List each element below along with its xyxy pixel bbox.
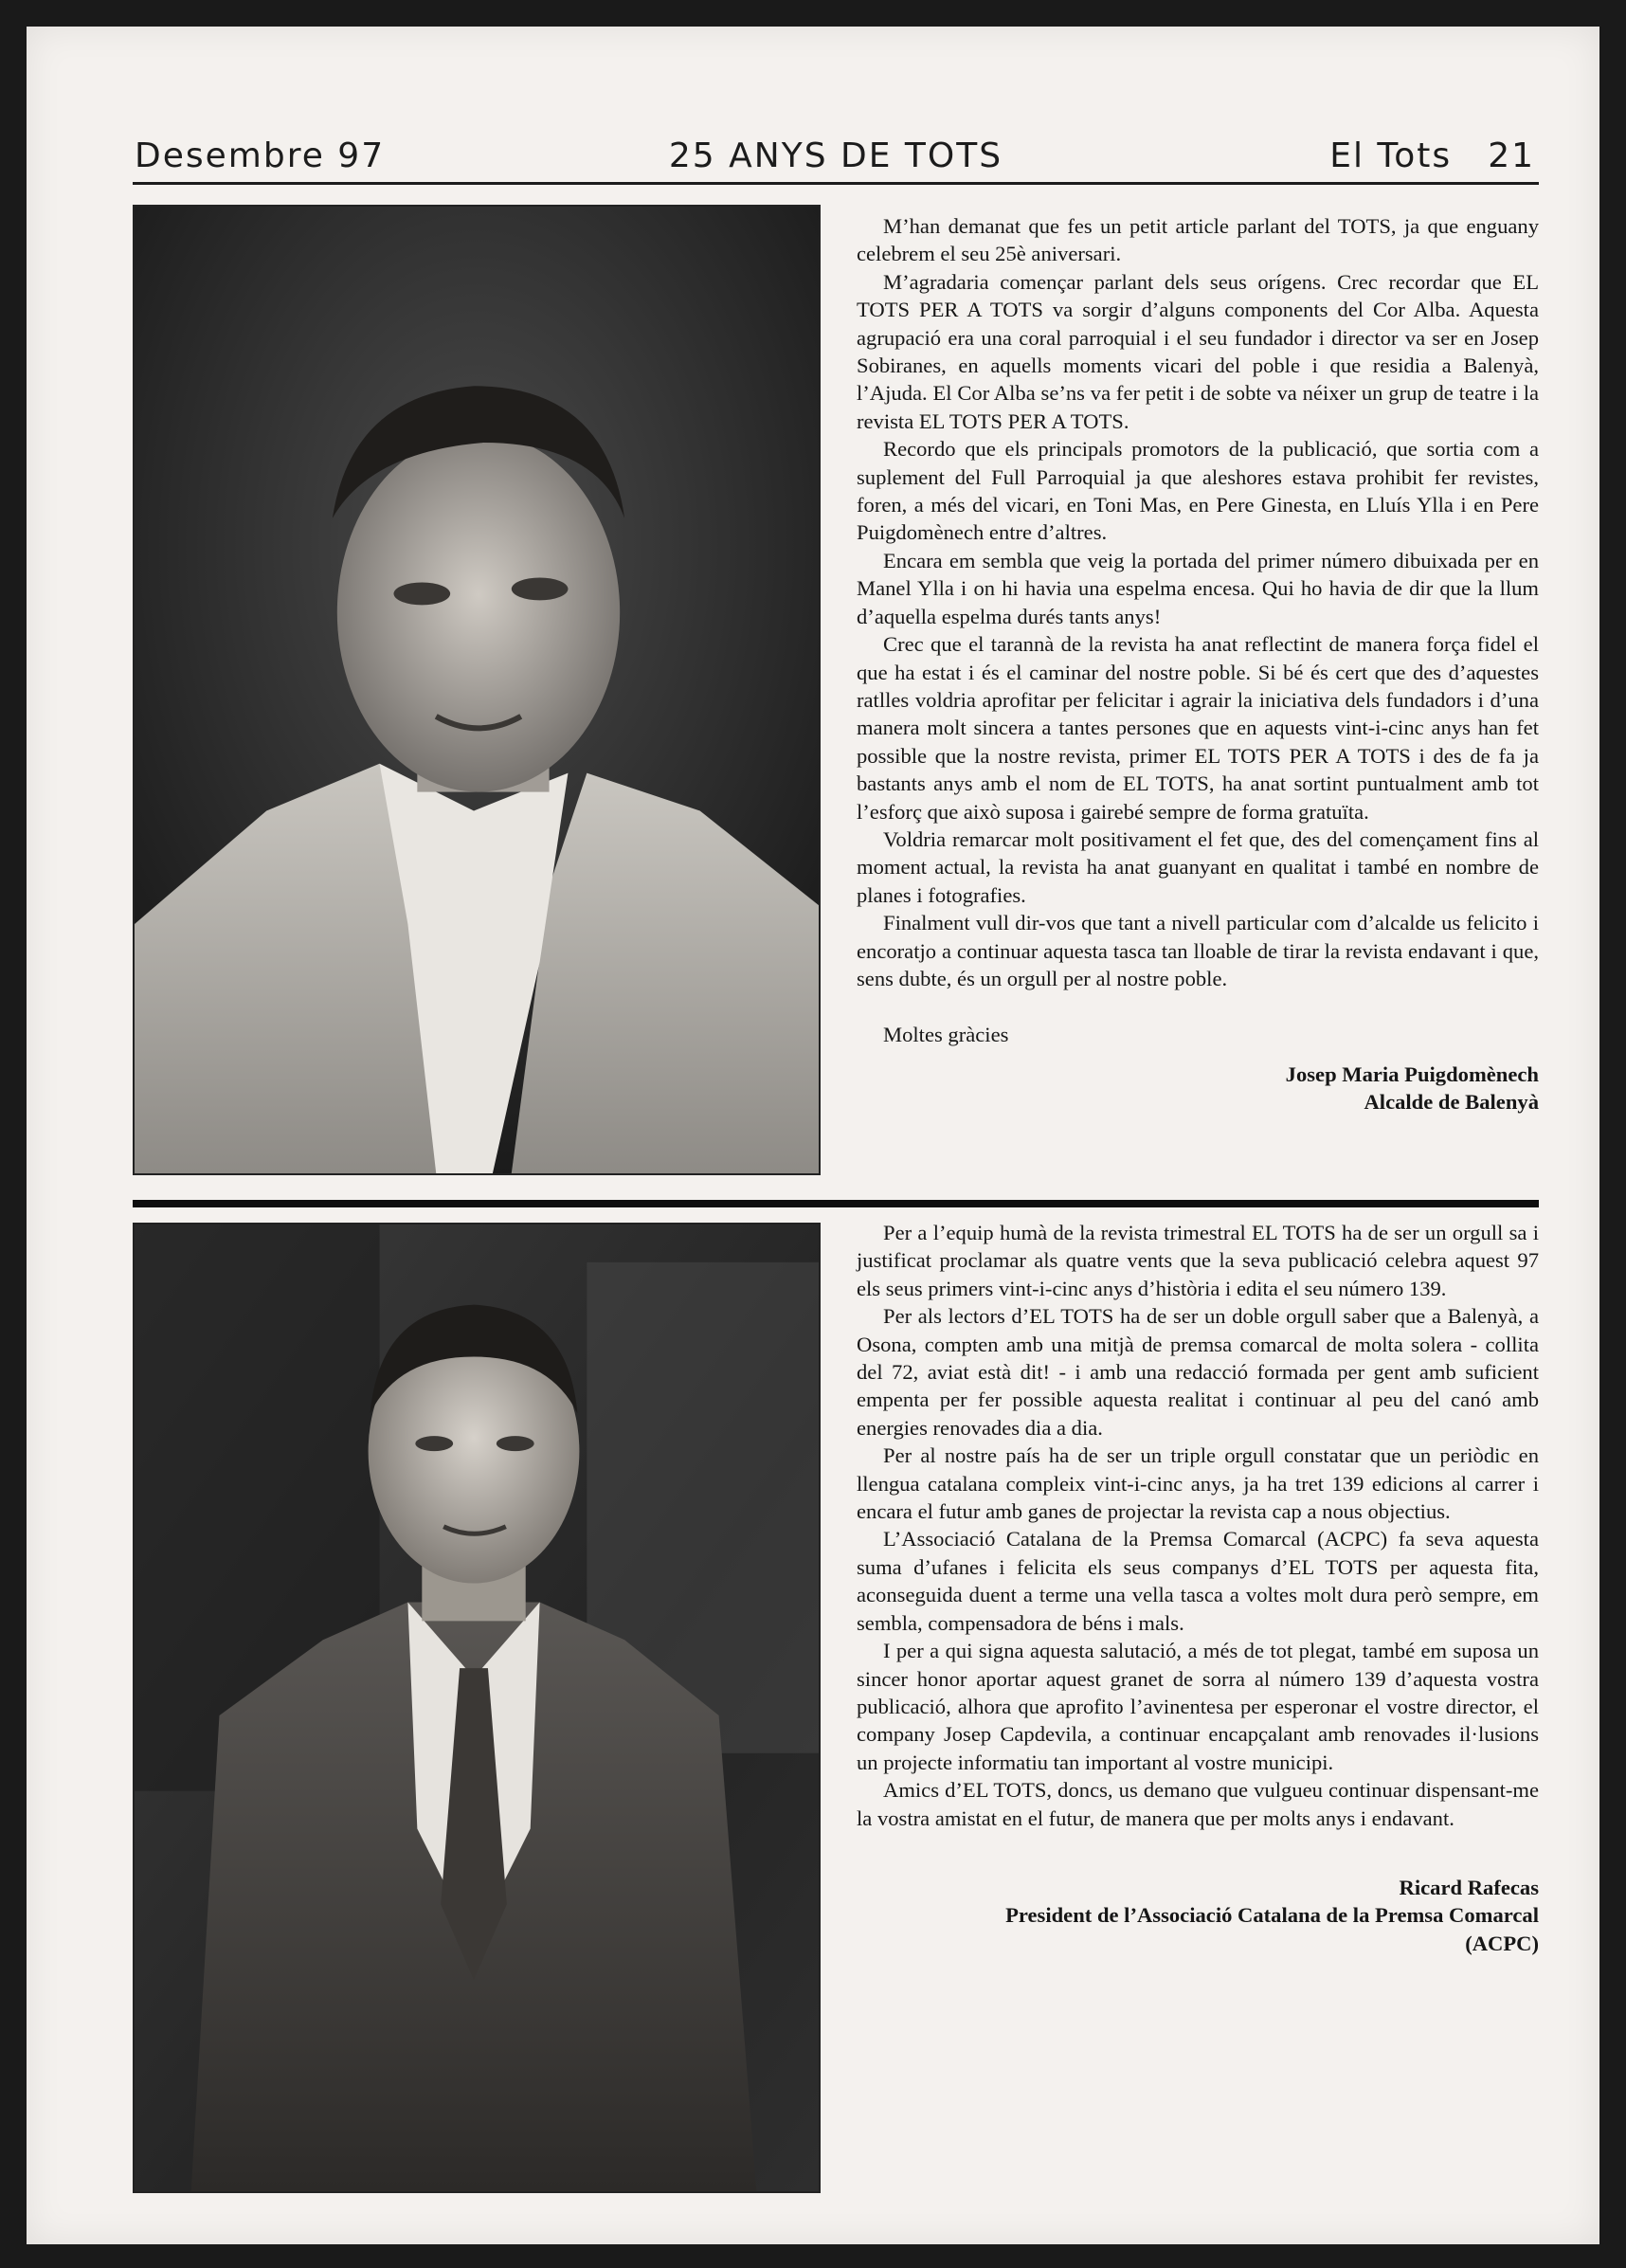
article-paragraph: I per a qui signa aquesta salutació, a més de tot plegat, també em suposa un sincer honor aportar aquest granet de sorra al número 139 d’aquesta vostra publicació, alhora que aprofito l’avinentesa per esperonar el vostre director, el company Josep Capdevila, a continuar encapçalant amb renovades il·lusions un projecte informatiu tan important al vostre municipi. [857, 1639, 1539, 1774]
signature-block [857, 1874, 1539, 1957]
article-paragraph: Per al nostre país ha de ser un triple orgull constatar que un periòdic en llengua catalana compleix vint-i-cinc anys, ja ha tret 139 edicions al carrer i encara el futur amb ganes de projectar la revista cap a nous objectius. [857, 1443, 1539, 1524]
article-paragraph: Encara em sembla que veig la portada del primer número dibuixada per en Manel Ylla i on hi havia una espelma encesa. Qui ho havia de dir que la llum d’aquella espelma durés tants anys! [857, 548, 1539, 628]
article-paragraph: Voldria remarcar molt positivament el fet que, des del començament fins al moment actual, la revista ha anat guanyant en qualitat i també en nombre de planes i fotografies. [857, 826, 1539, 907]
section-divider [133, 1200, 1539, 1207]
magazine-page [27, 27, 1599, 2244]
article-paragraph: Finalment vull dir-vos que tant a nivell particular com d’alcalde us felicito i encoratjo a continuar aquesta tasca tan lloable de tirar la revista endavant i que, sens dubte, és un orgull per al nostre poble. [857, 911, 1539, 990]
article-paragraph: M’agradaria començar parlant dels seus orígens. Crec recordar que EL TOTS PER A TOTS va sorgir d’alguns components del Cor Alba. Aquesta agrupació era una coral parroquial i el seu fundador i director va ser en Josep Sobiranes, en aquells moments vicari del poble i que residia a Balenyà, l’Ajuda. El Cor Alba se’ns va fer petit i de sobte va néixer un grup de teatre i la revista EL TOTS PER A TOTS. [857, 269, 1539, 433]
signature-title: Alcalde de Balenyà [1364, 1090, 1539, 1115]
publication-block [1329, 136, 1535, 175]
page-number: 21 [1488, 136, 1535, 175]
article-paragraph: Per als lectors d’EL TOTS ha de ser un doble orgull saber que a Balenyà, a Osona, compten amb una mitjà de premsa comarcal de molta solera - collita del 72, aviat està dit! - i amb una redacció formada per gent amb suficient empenta per fer possible aquesta realitat i continuar al peu del canó amb energies renovades dia a dia. [857, 1304, 1539, 1440]
article-paragraph: Per a l’equip humà de la revista trimestral EL TOTS ha de ser un orgull sa i justificat proclamar als quatre vents que la seva publicació celebra aquest 97 els seus primers vint-i-cinc anys d’història i edita el seu número 139. [857, 1221, 1539, 1300]
article-paragraph: Amics d’EL TOTS, doncs, us demano que vulgueu continuar dispensant-me la vostra amistat en el futur, de manera que per molts anys i endavant. [857, 1778, 1539, 1830]
page-header [133, 133, 1539, 180]
publication-name: El Tots [1329, 136, 1453, 175]
article-paragraph: Crec que el tarannà de la revista ha anat reflectint de manera força fidel el que ha estat i és el caminar del nostre poble. Si bé és cert que des d’aquestes ratlles voldria aprofitar per felicitar i agrair la iniciativa dels fundadors i d’una manera molt sincera a tantes persones que en aquests vint-i-cinc anys han fet possible que la nostre revista, primer EL TOTS PER A TOTS i des de fa ja bastants anys amb el nom de EL TOTS, ha anat sortint puntualment amb tot l’esforç que això suposa i gairebé sempre de forma gratuïta. [857, 632, 1539, 824]
portrait-photo-president [133, 1223, 821, 2193]
section-title: 25 ANYS DE TOTS [668, 136, 1003, 175]
signature-block [857, 1061, 1539, 1116]
article-paragraph: L’Associació Catalana de la Premsa Comarcal (ACPC) fa seva aquesta suma d’ufanes i felicita els seus companys d’EL TOTS per aquesta fita, aconseguida duent a terme una vella tasca a voltes molt dura però sempre, em sembla, compensadora de béns i mals. [857, 1527, 1539, 1635]
header-rule [133, 182, 1539, 185]
issue-date: Desembre 97 [135, 136, 386, 175]
article-paragraph: Recordo que els principals promotors de la publicació, que sortia com a suplement del Full Parroquial ja que aleshores estava prohibit fer revistes, foren, a més del vicari, en Toni Mas, en Pere Ginesta, en Lluís Ylla i en Pere Puigdomènech entre d’altres. [857, 437, 1539, 545]
article-paragraph: M’han demanat que fes un petit article parlant del TOTS, ja que enguany celebrem el seu 25è aniversari. [857, 214, 1539, 266]
signature-title-abbrev: (ACPC) [1465, 1931, 1539, 1955]
signature-name: Ricard Rafecas [1399, 1875, 1539, 1899]
portrait-photo-mayor [133, 205, 821, 1175]
article-acpc-president [857, 1219, 1539, 1957]
signature-name: Josep Maria Puigdomènech [1285, 1061, 1539, 1086]
signature-title: President de l’Associació Catalana de la Premsa Comarcal [1005, 1903, 1539, 1928]
article-mayor [857, 212, 1539, 1116]
closing-line: Moltes gràcies [883, 1023, 1009, 1047]
